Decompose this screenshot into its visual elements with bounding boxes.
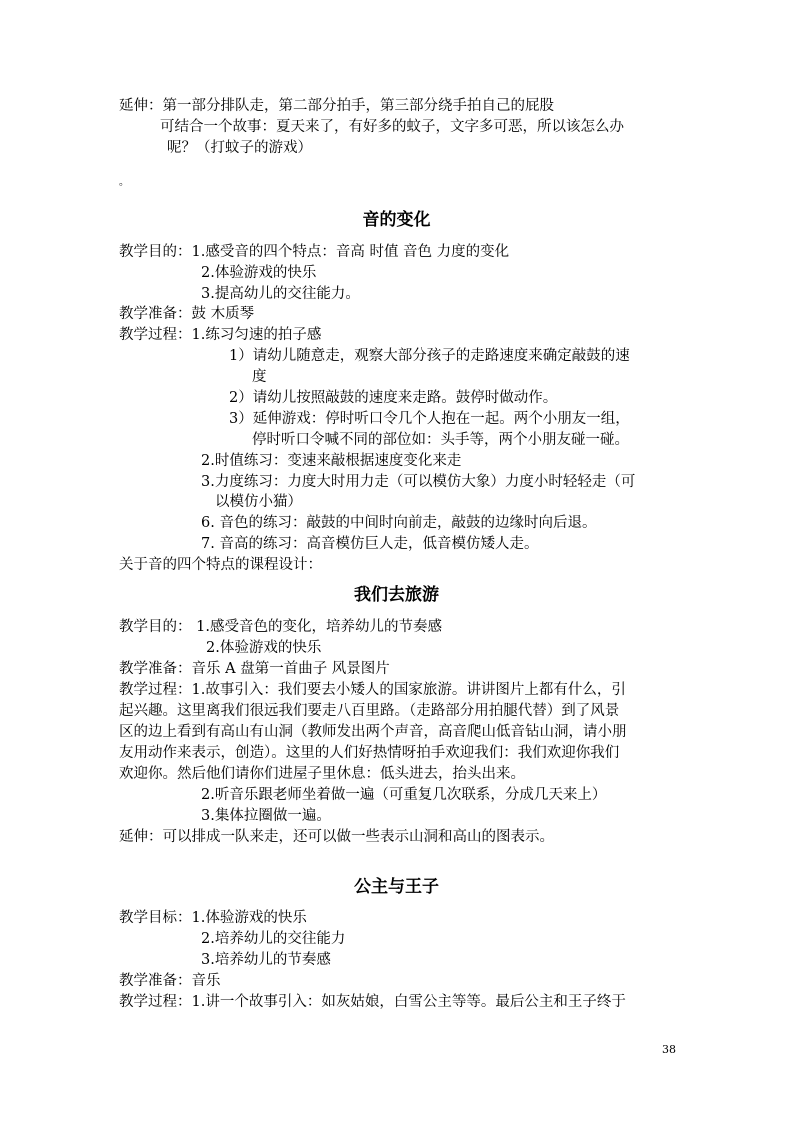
text-line: 1）请幼儿随意走，观察大部分孩子的走路速度来确定敲鼓的速	[229, 348, 630, 364]
text-line: 7. 音高的练习：高音模仿巨人走，低音模仿矮人走。	[201, 536, 539, 552]
text-line: 2.时值练习：变速来敲根据速度变化来走	[201, 453, 462, 469]
section-title: 音的变化	[362, 210, 431, 230]
text-line: 6. 音色的练习：敲鼓的中间时向前走，敲鼓的边缘时向后退。	[201, 515, 597, 531]
text-line: 3.集体拉圈做一遍。	[201, 808, 331, 824]
text-line: 教学过程：1.讲一个故事引入：如灰姑娘，白雪公主等等。最后公主和王子终于	[119, 994, 626, 1010]
section-title: 我们去旅游	[354, 585, 439, 605]
text-line: 教学目的： 1.感受音色的变化，培养幼儿的节奏感	[119, 619, 442, 635]
section-title: 公主与王子	[354, 877, 439, 897]
text-line: 3.力度练习：力度大时用力走（可以模仿大象）力度小时轻轻走（可	[201, 474, 636, 490]
text-line: 可结合一个故事：夏天来了，有好多的蚊子，文字多可恶，所以该怎么办	[160, 119, 624, 135]
text-line: 教学准备：鼓 木质琴	[119, 306, 255, 322]
text-line: 欢迎你。然后他们请你们进屋子里休息：低头进去，抬头出来。	[119, 766, 525, 782]
text-line: 2.体验游戏的快乐	[206, 640, 322, 656]
text-line: 教学过程：1.故事引入：我们要去小矮人的国家旅游。讲讲图片上都有什么，引	[119, 682, 626, 698]
text-line: 延伸：可以排成一队来走，还可以做一些表示山洞和高山的图表示。	[119, 829, 554, 845]
text-line: 呢？（打蚊子的游戏）	[167, 140, 312, 156]
text-line: 关于音的四个特点的课程设计：	[119, 557, 322, 573]
text-line: 2）请幼儿按照敲鼓的速度来走路。鼓停时做动作。	[229, 390, 558, 406]
text-line: 教学准备：音乐	[119, 973, 221, 989]
separator-mark: 。	[119, 177, 129, 188]
text-line: 延伸：第一部分排队走，第二部分拍手，第三部分绕手拍自己的屁股	[119, 98, 554, 114]
text-line: 教学目标：1.体验游戏的快乐	[119, 910, 307, 926]
text-line: 起兴趣。这里离我们很远我们要走八百里路。（走路部分用拍腿代替）到了风景	[119, 703, 620, 719]
text-line: 以模仿小猫）	[215, 494, 302, 510]
text-line: 停时听口令喊不同的部位如：头手等，两个小朋友碰一碰。	[252, 432, 629, 448]
text-line: 2.听音乐跟老师坐着做一遍（可重复几次联系，分成几天来上）	[201, 787, 607, 803]
text-line: 2.体验游戏的快乐	[201, 265, 317, 281]
text-line: 3.提高幼儿的交往能力。	[201, 286, 360, 302]
text-line: 3）延伸游戏：停时听口令几个人抱在一起。两个小朋友一组，	[229, 411, 630, 427]
text-line: 友用动作来表示，创造）。这里的人们好热情呀拍手欢迎我们：我们欢迎你我们	[119, 745, 620, 761]
text-line: 2.培养幼儿的交往能力	[201, 931, 346, 947]
text-line: 3.培养幼儿的节奏感	[201, 952, 331, 968]
text-line: 教学目的：1.感受音的四个特点：音高 时值 音色 力度的变化	[119, 244, 510, 260]
text-line: 度	[252, 369, 267, 385]
text-line: 教学准备：音乐 A 盘第一首曲子 风景图片	[119, 661, 390, 677]
text-line: 教学过程：1.练习匀速的拍子感	[119, 327, 322, 343]
text-line: 区的边上看到有高山有山洞（教师发出两个声音，高音爬山低音钻山洞，请小朋	[119, 724, 627, 740]
page-number: 38	[662, 1043, 676, 1056]
